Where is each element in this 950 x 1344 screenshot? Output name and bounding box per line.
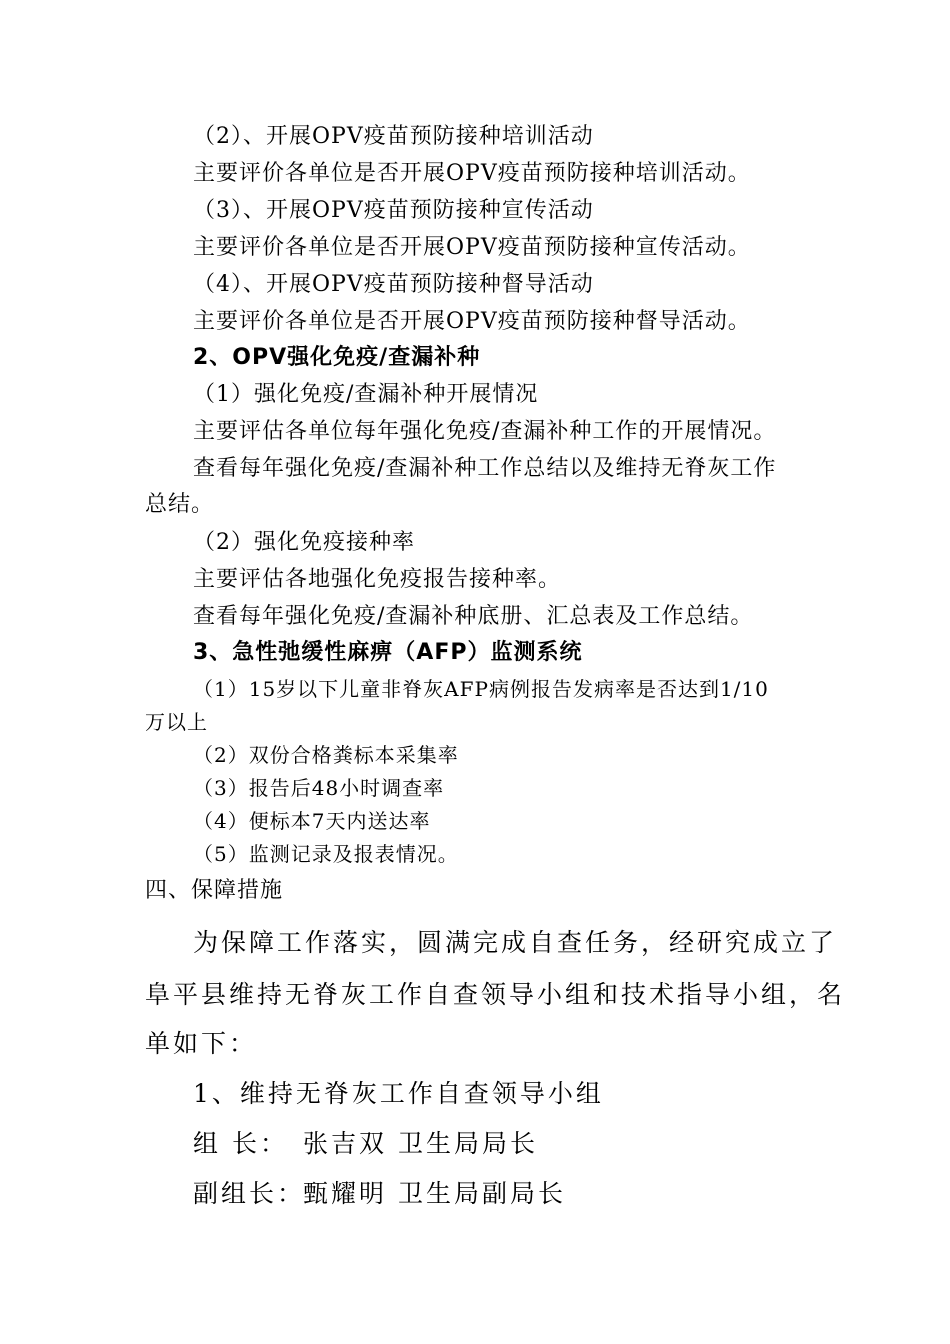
text-publicity-eval: 主要评价各单位是否开展OPV疫苗预防接种宣传活动。	[193, 235, 751, 260]
item-afp-incidence: （1）15岁以下儿童非脊灰AFP病例报告发病率是否达到1/10	[193, 677, 769, 701]
leader-value: 张吉双 卫生局局长	[303, 1129, 538, 1158]
item-48h-investigation: （3）报告后48小时调查率	[193, 776, 445, 800]
item-immunization-status: （1）强化免疫/查漏补种开展情况	[193, 382, 539, 407]
section-heading-afp: 3、急性弛缓性麻痹（AFP）监测系统	[193, 640, 583, 665]
deputy-leader-value: 甄耀明 卫生局副局长	[303, 1179, 566, 1208]
item-stool-sample-rate: （2）双份合格粪标本采集率	[193, 743, 459, 767]
text-immunization-check: 查看每年强化免疫/查漏补种工作总结以及维持无脊灰工作	[193, 456, 777, 481]
text-immunization-check-cont: 总结。	[145, 492, 215, 517]
leader-row	[193, 1131, 538, 1156]
section-heading-opv: 2、OPV强化免疫/查漏补种	[193, 345, 481, 370]
text-immunization-eval: 主要评估各单位每年强化免疫/查漏补种工作的开展情况。	[193, 419, 777, 444]
text-rate-check: 查看每年强化免疫/查漏补种底册、汇总表及工作总结。	[193, 604, 754, 629]
item-afp-incidence-cont: 万以上	[145, 710, 208, 734]
text-rate-eval: 主要评估各地强化免疫报告接种率。	[193, 567, 562, 592]
paragraph-line-2: 阜平县维持无脊灰工作自查领导小组和技术指导小组，名	[145, 980, 846, 1009]
item-training: （2）、开展OPV疫苗预防接种培训活动	[193, 124, 594, 149]
item-monitoring-records: （5）监测记录及报表情况。	[193, 842, 459, 866]
deputy-leader-row	[193, 1181, 566, 1206]
item-supervision: （4）、开展OPV疫苗预防接种督导活动	[193, 272, 594, 297]
item-7day-delivery: （4）便标本7天内送达率	[193, 809, 431, 833]
paragraph-line-1: 为保障工作落实，圆满完成自查任务，经研究成立了	[193, 928, 838, 957]
leader-label: 组 长：	[193, 1129, 288, 1158]
text-training-eval: 主要评价各单位是否开展OPV疫苗预防接种培训活动。	[193, 161, 751, 186]
leadership-group-title: 1、维持无脊灰工作自查领导小组	[193, 1079, 604, 1108]
text-supervision-eval: 主要评价各单位是否开展OPV疫苗预防接种督导活动。	[193, 309, 751, 334]
deputy-leader-label: 副组长：	[193, 1179, 306, 1208]
paragraph-line-3: 单如下：	[145, 1029, 258, 1058]
item-immunization-rate: （2）强化免疫接种率	[193, 530, 415, 555]
section-heading-safeguards: 四、保障措施	[145, 878, 284, 903]
item-publicity: （3）、开展OPV疫苗预防接种宣传活动	[193, 198, 594, 223]
